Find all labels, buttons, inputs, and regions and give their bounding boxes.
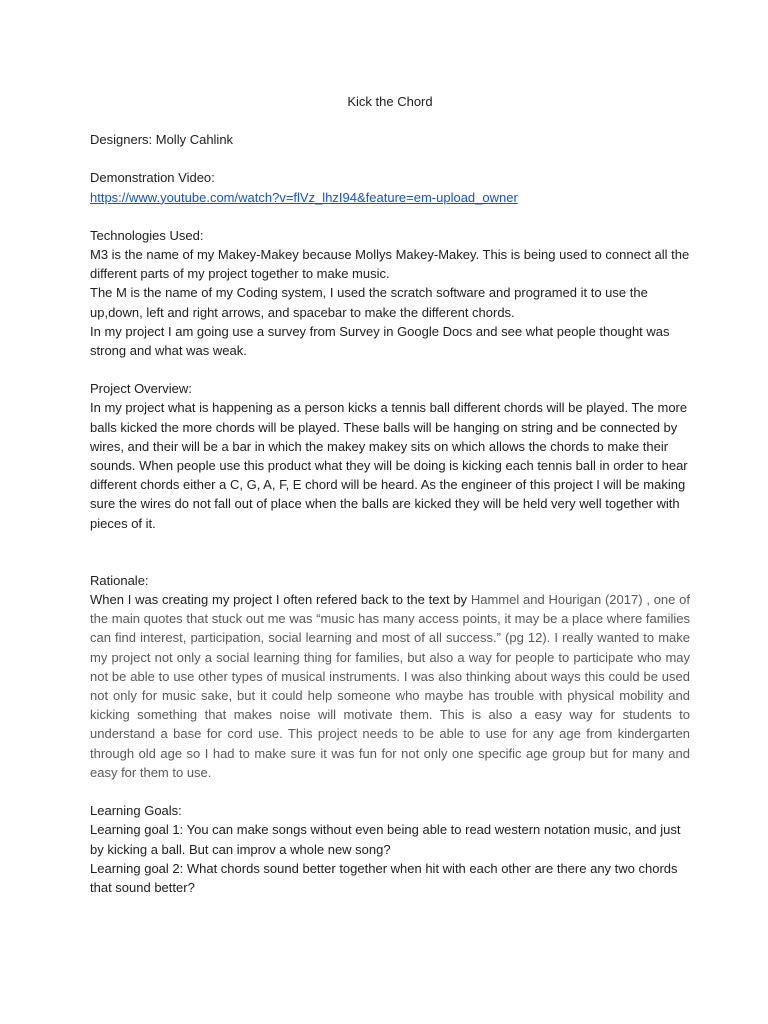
document-title: Kick the Chord: [347, 94, 433, 109]
rationale-intro: When I was creating my project I often refered back to the text by: [90, 592, 471, 608]
rationale-heading: Rationale:: [90, 572, 149, 588]
learning-goal-item: Learning goal 2: What chords sound better together when hit with each other are there any two chords that sound better?: [90, 860, 678, 895]
rationale-paragraph: [90, 590, 690, 782]
overview-heading: Project Overview:: [90, 381, 192, 397]
tech-heading: Technologies Used:: [90, 227, 204, 243]
learning-goal-item: Learning goal 1: You can make songs without even being able to read western notation music, and just by kicking a ball. But can improv a whole new song?: [90, 822, 681, 857]
document-page: [90, 92, 690, 897]
overview-paragraph: In my project what is happening as a person kicks a tennis ball different chords will be played. The more balls kicked the more chords will be played. These balls will be hanging on string and be connected by wires, and their will be a bar in which the makey makey sits on which allows the chords to make their sounds. When people use this product what they will be doing is kicking each tennis ball in order to hear different chords either a C, G, A, F, E chord will be heard. As the engineer of this project I will be making sure the wires do not fall out of place when the balls are kicked they will be held very well together with pieces of it.: [90, 400, 688, 531]
tech-paragraph: In my project I am going use a survey from Survey in Google Docs and see what people thought was strong and what was weak.: [90, 323, 670, 359]
demo-video-label: Demonstration Video:: [90, 170, 215, 186]
designers-line: Designers: Molly Cahlink: [90, 132, 234, 148]
goals-heading: Learning Goals:: [90, 803, 182, 819]
tech-paragraph: The M is the name of my Coding system, I used the scratch software and programed it to use the up,down, left and right arrows, and spacebar to make the different chords.: [90, 285, 648, 320]
demo-video-link[interactable]: https://www.youtube.com/watch?v=flVz_lhzI94&feature=em-upload_owner: [90, 189, 518, 205]
rationale-body: Hammel and Hourigan (2017) , one of the main quotes that stuck out me was “music has many access points, it may be a place where families can find interest, participation, social learning and most of all success.” (pg 12). I really wanted to make my project not only a social learning thing for families, but also a way for people to participate who may not be able to use other types of musical instruments. I was also thinking about ways this could be used not only for music sake, but it could help someone who maybe has trouble with physical mobility and kicking something that makes noise will motivate them. This is also a easy way for students to understand a base for cord use. This project needs to be able to use for any age from kindergarten through old age so I had to make sure it was fun for not only one specific age group but for many and easy for them to use.: [90, 592, 691, 780]
tech-paragraph: M3 is the name of my Makey-Makey because Mollys Makey-Makey. This is being used to connect all the different parts of my project together to make music.: [90, 247, 690, 282]
